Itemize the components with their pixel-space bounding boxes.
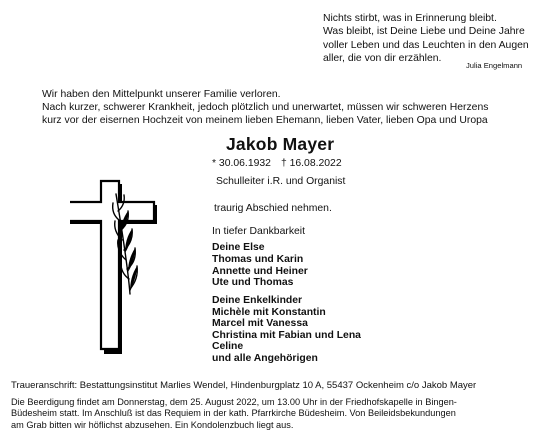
farewell-line: traurig Abschied nehmen. <box>214 203 332 214</box>
mourners-grandchildren: Deine Enkelkinder Michèle mit Konstantin Marcel mit Vanessa Christina mit Fabian und Lena Celine und alle Angehörigen <box>212 295 361 364</box>
cross-with-palm-icon <box>70 174 200 354</box>
deceased-name: Jakob Mayer <box>226 134 335 154</box>
announcement-text: Wir haben den Mittelpunkt unserer Familie verloren. Nach kurzer, schwerer Krankheit, jedoch plötzlich und unerwartet, müssen wir schweren Herzens kurz vor der eisernen Hochzeit von meinem lieben Ehemann, lieben Vater, lieben Opa und Uropa <box>42 89 489 127</box>
mourners-family: Deine Else Thomas und Karin Annette und Heiner Ute und Thomas <box>212 242 308 289</box>
memorial-quote: Nichts stirbt, was in Erinnerung bleibt. Was bleibt, ist Deine Liebe und Deine Jahre voller Leben und das Leuchten in den Augen aller, die von dir erzählen. <box>323 13 529 64</box>
gratitude-line: In tiefer Dankbarkeit <box>212 226 305 237</box>
birth-date: * 30.06.1932 <box>212 158 271 169</box>
life-dates <box>212 158 342 169</box>
mourning-address: Traueranschrift: Bestattungsinstitut Marlies Wendel, Hindenburgplatz 10 A, 55437 Ockenheim c/o Jakob Mayer <box>11 380 477 391</box>
death-date: † 16.08.2022 <box>280 158 342 169</box>
deceased-role: Schulleiter i.R. und Organist <box>216 176 346 187</box>
quote-author: Julia Engelmann <box>466 61 523 70</box>
funeral-details: Die Beerdigung findet am Donnerstag, dem 25. August 2022, um 13.00 Uhr in der Friedhofskapelle in Bingen- Büdesheim statt. Im Anschluß ist das Requiem in der kath. Pfarrkirche Büdesheim. Von Beileidsbekundungen am Grab bitten wir höflichst abzusehen. Ein Kondolenzbuch liegt aus. <box>11 397 457 430</box>
